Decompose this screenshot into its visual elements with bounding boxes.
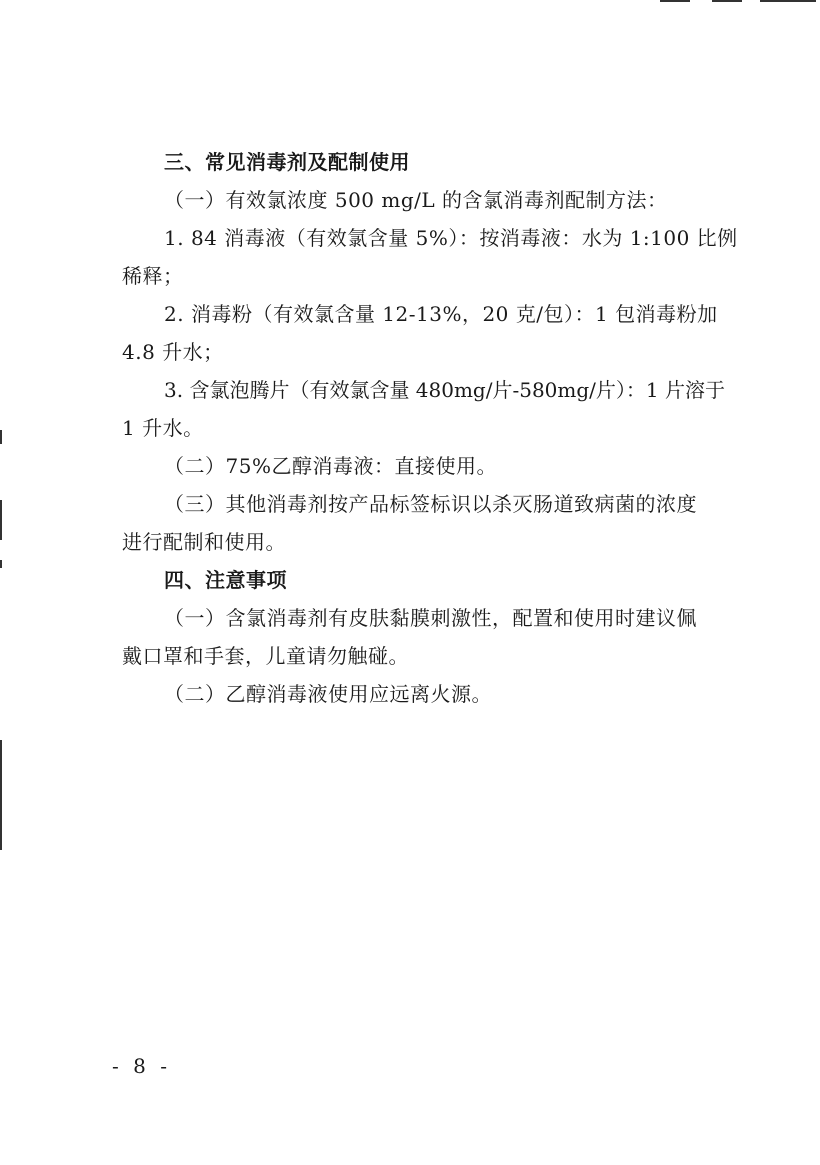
document-body	[122, 143, 738, 713]
section-heading: 四、注意事项	[164, 568, 287, 592]
section-heading: 三、常见消毒剂及配制使用	[164, 150, 410, 174]
scan-mark-top	[660, 0, 690, 2]
list-item-line: 2. 消毒粉（有效氯含量 12-13%，20 克/包）：1 包消毒粉加	[164, 302, 718, 326]
scan-mark-left	[0, 500, 2, 540]
paragraph-line: （一）含氯消毒剂有皮肤黏膜刺激性，配置和使用时建议佩	[164, 606, 697, 630]
scan-mark-top	[760, 0, 816, 2]
scan-mark-left	[0, 430, 2, 444]
scan-mark-top	[712, 0, 742, 2]
list-item-line: 3. 含氯泡腾片（有效氯含量 480mg/片-580mg/片）：1 片溶于	[164, 378, 725, 402]
list-item-line: 1 升水。	[122, 416, 204, 440]
scan-mark-left	[0, 740, 2, 850]
paragraph-line: 进行配制和使用。	[122, 530, 286, 554]
list-item-line: 4.8 升水；	[122, 340, 224, 364]
subsection-title: （二）75%乙醇消毒液：直接使用。	[164, 454, 497, 478]
scan-mark-left	[0, 560, 2, 568]
list-item-line: 1. 84 消毒液（有效氯含量 5%）：按消毒液：水为 1:100 比例	[164, 226, 738, 250]
paragraph-line: （三）其他消毒剂按产品标签标识以杀灭肠道致病菌的浓度	[164, 492, 697, 516]
paragraph-line: 戴口罩和手套，儿童请勿触碰。	[122, 644, 409, 668]
list-item-line: 稀释；	[122, 264, 184, 288]
subsection-title: （一）有效氯浓度 500 mg/L 的含氯消毒剂配制方法：	[164, 188, 668, 212]
page-number: - 8 -	[112, 1054, 171, 1078]
paragraph-line: （二）乙醇消毒液使用应远离火源。	[164, 682, 492, 706]
